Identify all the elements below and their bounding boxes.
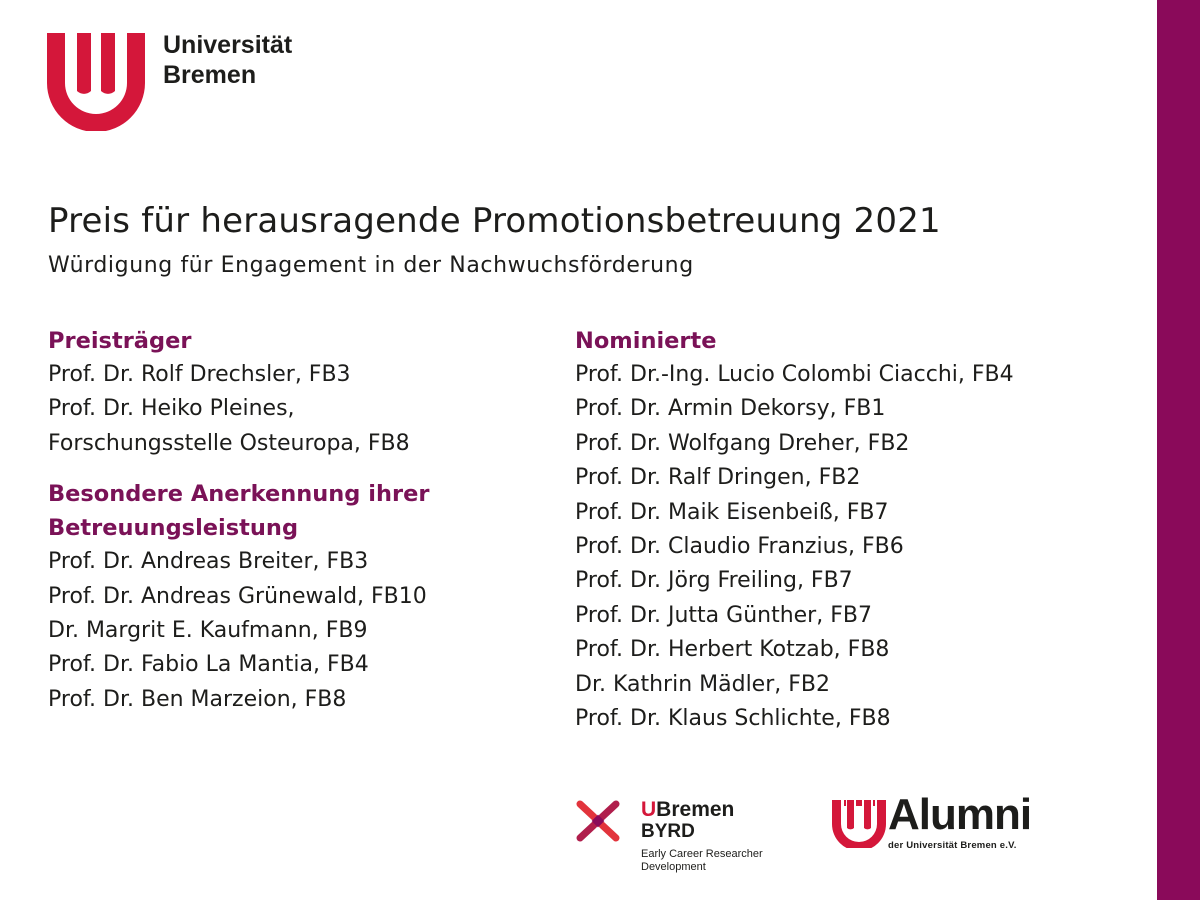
recognition-name: Prof. Dr. Fabio La Mantia, FB4: [48, 652, 369, 678]
recognition-heading: Besondere Anerkennung ihrer: [48, 481, 430, 508]
recognition-name: Prof. Dr. Ben Marzeion, FB8: [48, 686, 347, 712]
university-logo-icon: [47, 33, 145, 131]
winners-heading: Preisträger: [48, 328, 192, 354]
alumni-logo-icon: [832, 800, 886, 848]
nominee-name: Prof. Dr. Klaus Schlichte, FB8: [575, 706, 891, 732]
nominee-name: Prof. Dr. Jörg Freiling, FB7: [575, 568, 853, 594]
recognition-name: Dr. Margrit E. Kaufmann, FB9: [48, 618, 368, 644]
page-subtitle: Würdigung für Engagement in der Nachwuchsförderung: [48, 253, 694, 278]
right-column: [575, 324, 1135, 736]
winner-name: Forschungsstelle Osteuropa, FB8: [48, 430, 410, 456]
recognition-name: Prof. Dr. Andreas Grünewald, FB10: [48, 583, 427, 609]
byrd-cross-icon: [573, 798, 623, 844]
alumni-logo-text: [888, 792, 1031, 852]
nominees-heading: Nominierte: [575, 328, 717, 354]
byrd-sub-line-1: Early Career Researcher: [641, 848, 763, 860]
byrd-title-u: U: [641, 798, 657, 821]
recognition-heading-line-2: Betreuungsleistung: [48, 515, 299, 542]
alumni-title: Alumni: [888, 790, 1032, 839]
nominee-name: Prof. Dr. Herbert Kotzab, FB8: [575, 637, 890, 663]
recognition-name: Prof. Dr. Andreas Breiter, FB3: [48, 549, 369, 575]
wordmark-line-2: Bremen: [163, 61, 257, 89]
nominee-name: Prof. Dr.-Ing. Lucio Colombi Ciacchi, FB4: [575, 362, 1014, 387]
alumni-sub: der Universität Bremen e.V.: [888, 840, 1017, 851]
byrd-title-rest: Bremen: [656, 798, 735, 821]
nominee-name: Prof. Dr. Claudio Franzius, FB6: [575, 534, 904, 560]
nominee-name: Prof. Dr. Ralf Dringen, FB2: [575, 465, 861, 491]
byrd-sub-line-2: Development: [641, 861, 706, 873]
byrd-logo-text: [641, 798, 763, 874]
page-title: Preis für herausragende Promotionsbetreuung 2021: [48, 201, 941, 241]
left-column: [48, 324, 548, 717]
nominee-name: Prof. Dr. Maik Eisenbeiß, FB7: [575, 499, 889, 525]
wordmark-line-1: Universität: [163, 31, 293, 59]
side-bar: [1157, 0, 1200, 900]
byrd-name: BYRD: [641, 821, 695, 842]
winner-name: Prof. Dr. Rolf Drechsler, FB3: [48, 362, 351, 387]
university-wordmark: [163, 30, 292, 90]
winner-name: Prof. Dr. Heiko Pleines,: [48, 396, 295, 422]
nominee-name: Prof. Dr. Armin Dekorsy, FB1: [575, 396, 886, 422]
nominee-name: Prof. Dr. Wolfgang Dreher, FB2: [575, 430, 910, 456]
nominee-name: Prof. Dr. Jutta Günther, FB7: [575, 602, 872, 628]
nominee-name: Dr. Kathrin Mädler, FB2: [575, 671, 830, 697]
